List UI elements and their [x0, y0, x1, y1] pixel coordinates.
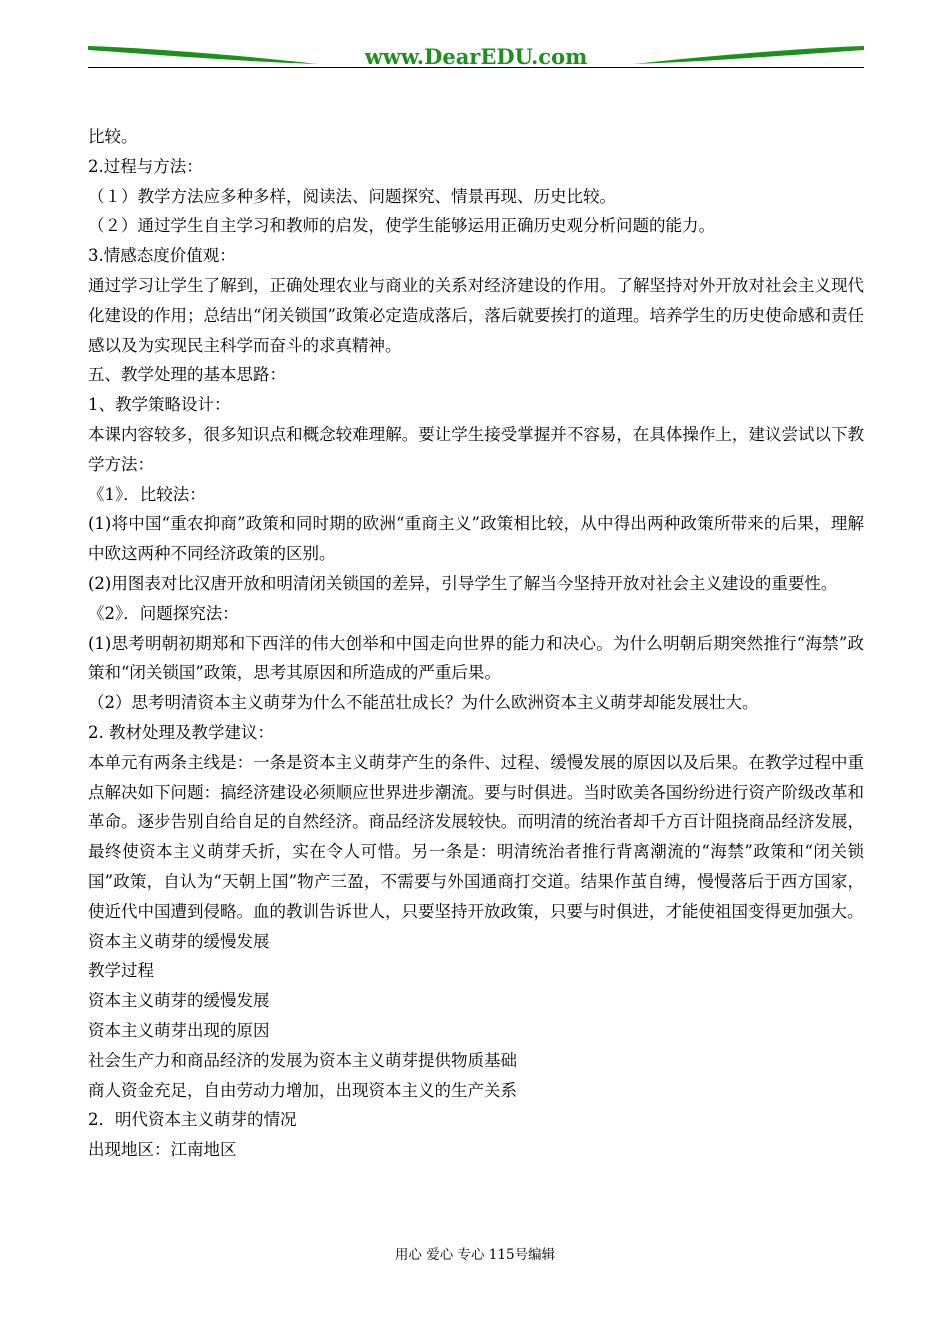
document-body	[88, 122, 864, 1165]
paragraph: 2. 教材处理及教学建议：	[88, 722, 274, 742]
paragraph: 2．明代资本主义萌芽的情况	[88, 1110, 297, 1130]
paragraph: 通过学习让学生了解到，正确处理农业与商业的关系对经济建设的作用。了解坚持对外开放对社会主义现代化建设的作用；总结出“闭关锁国”政策必定造成落后，落后就要挨打的道理。培养学生的历史使命感和责任感以及为实现民主科学而奋斗的求真精神。	[88, 275, 864, 355]
paragraph: 本课内容较多，很多知识点和概念较难理解。要让学生接受掌握并不容易，在具体操作上，建议尝试以下教学方法：	[88, 424, 864, 474]
paragraph: (1)思考明朝初期郑和下西洋的伟大创举和中国走向世界的能力和决心。为什么明朝后期突然推行“海禁”政策和“闭关锁国”政策，思考其原因和所造成的严重后果。	[88, 633, 864, 683]
paragraph: 资本主义萌芽出现的原因	[88, 1020, 270, 1040]
paragraph: (2)用图表对比汉唐开放和明清闭关锁国的差异，引导学生了解当今坚持开放对社会主义建设的重要性。	[88, 573, 838, 593]
section-heading: 五、教学处理的基本思路：	[88, 365, 286, 385]
paragraph: （２）通过学生自主学习和教师的启发，使学生能够运用正确历史观分析问题的能力。	[88, 216, 715, 236]
paragraph: (1)将中国“重农抑商”政策和同时期的欧洲“重商主义”政策相比较，从中得出两种政策所带来的后果，理解中欧这两种不同经济政策的区别。	[88, 514, 864, 564]
paragraph: 比较。	[88, 127, 138, 146]
paragraph: 社会生产力和商品经济的发展为资本主义萌芽提供物质基础	[88, 1050, 517, 1070]
paragraph: 《1》．比较法：	[88, 484, 206, 504]
paragraph: 商人资金充足，自由劳动力增加，出现资本主义的生产关系	[88, 1080, 517, 1100]
paragraph: （１）教学方法应多种多样，阅读法、问题探究、情景再现、历史比较。	[88, 186, 616, 206]
paragraph: 教学过程	[88, 961, 154, 981]
paragraph: （2）思考明清资本主义萌芽为什么不能茁壮成长？为什么欧洲资本主义萌芽却能发展壮大。	[88, 693, 759, 713]
paragraph: 资本主义萌芽的缓慢发展	[88, 931, 270, 951]
paragraph: 出现地区：江南地区	[88, 1140, 237, 1160]
header-rule	[88, 67, 864, 68]
paragraph: 《2》．问题探究法：	[88, 603, 239, 623]
paragraph: 2.过程与方法：	[88, 156, 203, 176]
paragraph: 资本主义萌芽的缓慢发展	[88, 991, 270, 1011]
paragraph: 1、教学策略设计：	[88, 395, 231, 415]
paragraph: 本单元有两条主线是：一条是资本主义萌芽产生的条件、过程、缓慢发展的原因以及后果。在教学过程中重点解决如下问题：搞经济建设必须顺应世界进步潮流。要与时俱进。当时欧美各国纷纷进行资产阶级改革和革命。逐步告别自给自足的自然经济。商品经济发展较快。而明清的统治者却千方百计阻挠商品经济发展，最终使资本主义萌芽夭折，实在令人可惜。另一条是：明清统治者推行背离潮流的“海禁”政策和“闭关锁国”政策，自认为“天朝上国”物产三盈，不需要与外国通商打交道。结果作茧自缚，慢慢落后于西方国家，使近代中国遭到侵略。血的教训告诉世人，只要坚持开放政策，只要与时俱进，才能使祖国变得更加强大。	[88, 752, 864, 921]
page-footer: 用心 爱心 专心 115号编辑	[394, 1247, 556, 1263]
paragraph: 3.情感态度价值观：	[88, 246, 236, 266]
site-logo-text: www.DearEDU.com	[364, 44, 588, 69]
